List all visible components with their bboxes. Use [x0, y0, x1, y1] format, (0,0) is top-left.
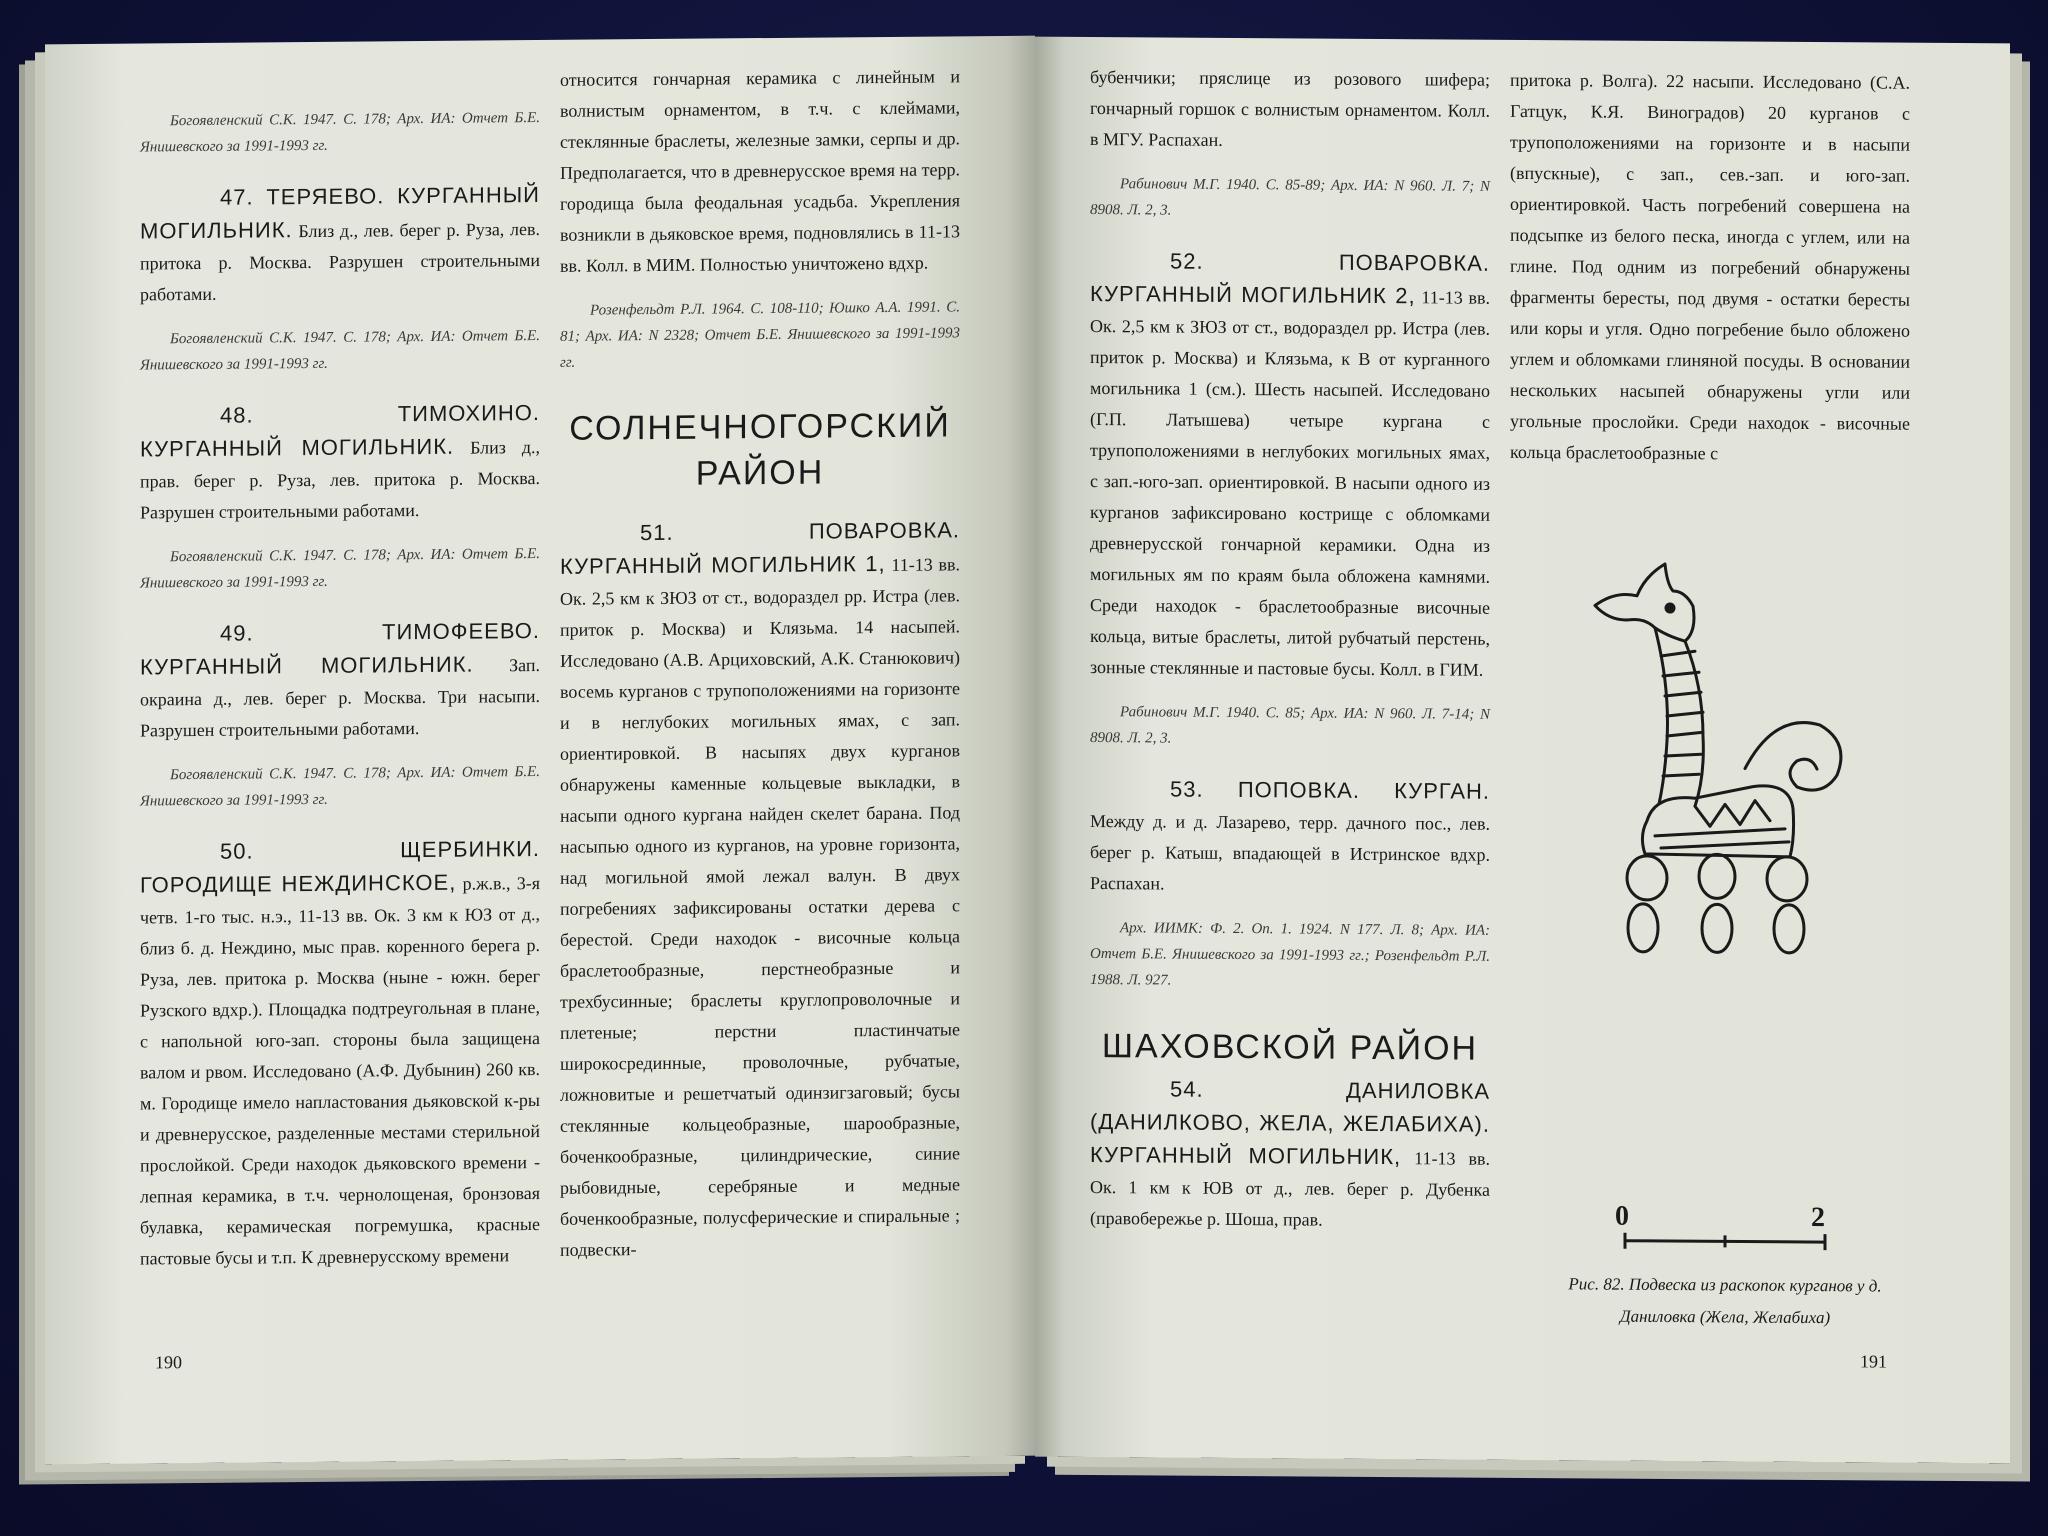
open-book	[30, 40, 2010, 1520]
reference: Рабинович М.Г. 1940. С. 85-89; Арх. ИА: N 960. Л. 7; N 8908. Л. 2, 3.	[1090, 176, 1490, 219]
left-page-column-1	[140, 65, 540, 1290]
pendant-illustration	[1575, 535, 1875, 957]
reference: Богоявленский С.К. 1947. С. 178; Арх. ИА: Отчет Б.Е. Янишевского за 1991-1993 гг.	[140, 546, 540, 592]
entry-text: Между д. и д. Лазарево, терр. дачного пос., лев. берег р. Катыш, впадающей в Истринское вдхр. Распахан.	[1090, 810, 1490, 894]
entry-text: р.ж.в., 3-я четв. 1-го тыс. н.э., 11-13 вв. Ок. 3 км к ЮЗ от д., близ б. д. Неждино, мыс прав. коренного берега р. Руза, лев. притока р. Москва (ныне - южн. берег Рузского вдхр.). Площадка подтреугольная в плане, с напольной юго-зап. стороны была защищена валом и рвом. Исследовано (А.Ф. Дубынин) 260 кв. м. Городище имело напластования дьяковской к-ры и древнерусское, разделенные местами стерильной прослойкой. Среди находок дьяковского времени - лепная керамика, в т.ч. чернолощеная, бронзовая булавка, керамическая погремушка, красные пастовые бусы и т.п. К древнерусскому времени	[140, 872, 541, 1269]
entry-text: 11-13 вв. Ок. 2,5 км к ЗЮЗ от ст., водораздел рр. Истра (лев. приток р. Москва) и Клязьма. 14 насыпей. Исследовано (А.В. Арциховский, А.К. Станюкович) восемь курганов с трупоположениями на горизонте и в неглубоких могильных ямах, с зап. ориентировкой. В насыпях двух курганов обнаружены каменные кольцевые выкладки, в насыпи одного кургана найден скелет барана. Под насыпью одного из курганов, на уровне горизонта, над могильной ямой лежал валун. В двух погребениях зафиксированы остатки дерева с берестой. Среди находок - височные кольца браслетообразные, перстнеобразные и трехбусинные; браслеты круглопроволочные и плетеные; перстни пластинчатые широкосрединные, проволочные, рубчатые, ложновитые и решетчатый одинзигзаговый; бусы стеклянные кольцеобразные, шарообразные, боченкообразные, цилиндрические, синие рыбовидные, серебряные и медные боченкообразные, полусферические и спиральные ; подвески-	[560, 554, 960, 1260]
entry-continuation: бубенчики; пряслице из розового шифера; гончарный горшок с волнистым орнаментом. Колл. в МГУ. Распахан.	[1090, 66, 1490, 150]
scale-label-left: 0	[1615, 1200, 1629, 1232]
entry-title: 51. ПОВАРОВКА. КУРГАННЫЙ МОГИЛЬНИК 1,	[560, 517, 960, 579]
entry-53	[1090, 773, 1490, 902]
scale-label-right: 2	[1811, 1202, 1825, 1234]
entry-title: 53. ПОПОВКА. КУРГАН.	[1170, 776, 1490, 804]
entry-49	[140, 615, 540, 746]
left-page-column-2	[560, 61, 960, 1281]
entry-title: 48. ТИМОХИНО. КУРГАННЫЙ МОГИЛЬНИК.	[140, 400, 540, 462]
district-heading: СОЛНЕЧНОГОРСКИЙ РАЙОН	[569, 406, 951, 493]
entry-title: 52. ПОВАРОВКА. КУРГАННЫЙ МОГИЛЬНИК 2,	[1090, 248, 1490, 309]
reference: Богоявленский С.К. 1947. С. 178; Арх. ИА: Отчет Б.Е. Янишевского за 1991-1993 гг.	[140, 328, 540, 374]
reference: Рабинович М.Г. 1940. С. 85; Арх. ИА: N 960. Л. 7-14; N 8908. Л. 2, 3.	[1090, 704, 1490, 747]
reference: Богоявленский С.К. 1947. С. 178; Арх. ИА: Отчет Б.Е. Янишевского за 1991-1993 гг.	[140, 764, 540, 810]
reference: Розенфельдт Р.Л. 1964. С. 108-110; Юшко А.А. 1991. С. 81; Арх. ИА: N 2328; Отчет Б.Е. Янишевского за 1991-1993 гг.	[560, 299, 960, 371]
entry-title: 47. ТЕРЯЕВО. КУРГАННЫЙ МОГИЛЬНИК.	[140, 182, 540, 244]
right-page-column-1	[1090, 62, 1490, 1253]
entry-text: Близ д., лев. берег р. Руза, лев. притока р. Москва. Разрушен строительными работами.	[140, 219, 540, 305]
reference: Богоявленский С.К. 1947. С. 178; Арх. ИА: Отчет Б.Е. Янишевского за 1991-1993 гг.	[140, 110, 540, 156]
entry-text: Близ д., прав. берег р. Руза, лев. притока р. Москва. Разрушен строительными работами.	[140, 436, 541, 523]
entry-title: 50. ЩЕРБИНКИ. ГОРОДИЩЕ НЕЖДИНСКОЕ,	[140, 836, 540, 898]
entry-48	[140, 397, 540, 528]
entry-continuation: притока р. Волга). 22 насыпи. Исследовано (С.А. Гатцук, К.Я. Виноградов) 20 курганов с трупоположениями на горизонте и в насыпи (впускные), с зап., сев.-зап. и юго-зап. ориентировкой. Часть погребений совершена на подсыпке из белого песка, иногда с углем, или на глине. Под одним из погребений обнаружены фрагменты бересты, под двумя - остатки бересты или коры и угля. Одно погребение было обложено углем и обломками глиняной посуды. В основании нескольких насыпей обнаружены угли или угольные прослойки. Среди находок - височные кольца браслетообразные с	[1510, 69, 1910, 464]
entry-54	[1090, 1073, 1490, 1237]
figure-caption: Рис. 82. Подвеска из раскопок курганов у д. Даниловка (Жела, Желабиха)	[1568, 1274, 1882, 1328]
entry-51	[560, 514, 960, 1265]
entry-50	[140, 833, 540, 1274]
reference: Арх. ИИМК: Ф. 2. Оп. 1. 1924. N 177. Л. 8; Арх. ИА: Отчет Б.Е. Янишевского за 1991-1993 гг.; Розенфельдт Р.Л. 1988. Л. 927.	[1090, 920, 1490, 989]
right-page	[1035, 37, 2010, 1464]
page-number: 190	[155, 1352, 182, 1373]
entry-title: 54. ДАНИЛОВКА (ДАНИЛКОВО, ЖЕЛА, ЖЕЛАБИХА). КУРГАННЫЙ МОГИЛЬНИК,	[1090, 1076, 1490, 1170]
entry-text: 11-13 вв. Ок. 1 км к ЮВ от д., лев. берег р. Дубенка (правобережье р. Шоша, прав.	[1090, 1148, 1490, 1230]
entry-text: 11-13 вв. Ок. 2,5 км к ЗЮЗ от ст., водораздел рр. Истра (лев. приток р. Москва) и Клязьма, к В от курганного могильника 1 (см.). Шесть насыпей. Исследовано (Г.П. Латышева) четыре кургана с трупоположениями в неглубоких могильных ямах, с зап.-юго-зап. ориентировкой. В насыпи одного из курганов зафиксировано кострище с обломками древнерусской гончарной керамики. Одна из могильных ям по краям была обложена камнями. Среди находок - браслетообразные височные кольца, витые браслеты, литой рубчатый перстень, зонные стеклянные и пастовые бусы. Колл. в ГИМ.	[1090, 287, 1490, 680]
page-number: 191	[1860, 1351, 1887, 1372]
entry-52	[1090, 245, 1490, 686]
district-heading: ШАХОВСКОЙ РАЙОН	[1101, 1027, 1479, 1068]
left-page	[45, 36, 1035, 1465]
entry-text: Зап. окраина д., лев. берег р. Москва. Три насыпи. Разрушен строительными работами.	[140, 654, 541, 741]
entry-47	[140, 179, 540, 310]
entry-continuation: относится гончарная керамика с линейным и волнистым орнаментом, в т.ч. с клеймами, стеклянные браслеты, железные замки, серпы и др. Предполагается, что в древнерусское время на терр. городища была феодальная усадьба. Укрепления возникли в дьяковское время, подновлялись в 11-13 вв. Колл. в МИМ. Полностью уничтожено вдхр.	[560, 66, 960, 276]
scale-bar	[1605, 1199, 1845, 1261]
entry-title: 49. ТИМОФЕЕВО. КУРГАННЫЙ МОГИЛЬНИК.	[140, 618, 540, 680]
right-page-column-2	[1510, 65, 1910, 487]
